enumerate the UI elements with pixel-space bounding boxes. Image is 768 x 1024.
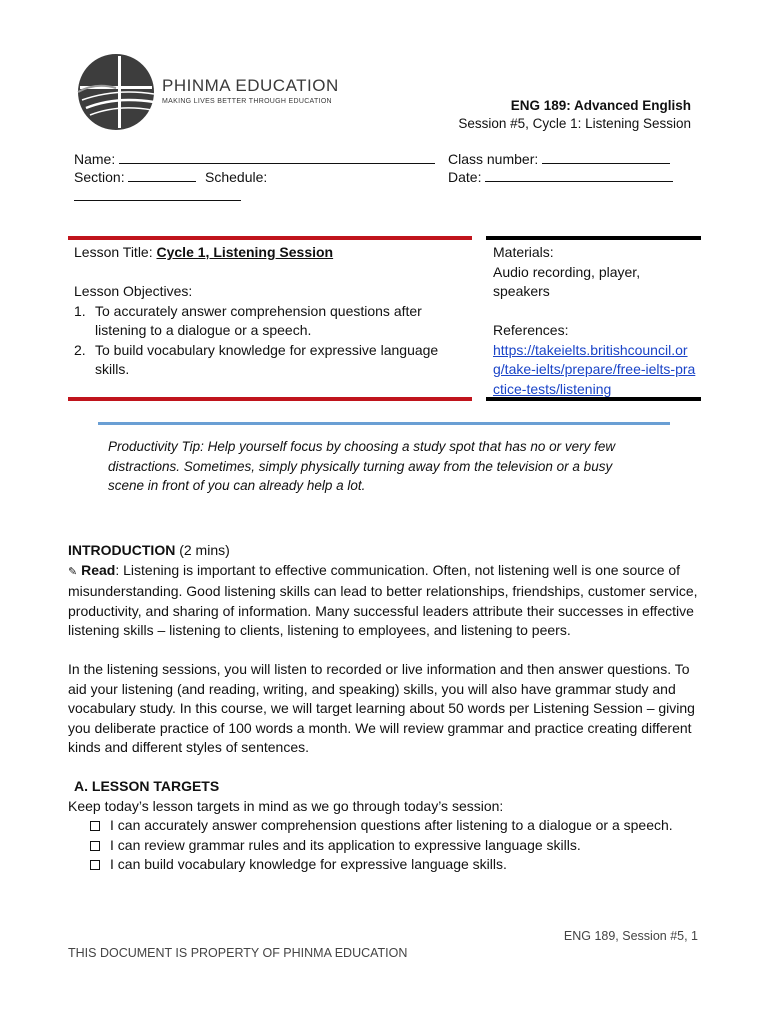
section-label: Section: [74, 169, 125, 185]
name-blank[interactable] [119, 150, 435, 164]
intro-paragraph-2: In the listening sessions, you will listen to recorded or live information and then answer questions. To aid your listening (and reading, writing, and speaking) skills, you will also have grammar study and vocabulary study. In this course, we will target learning about 50 words per Listening Session – giving you deliberate practice of 100 words a month. We will review grammar and practice creating different kinds and different styles of sentences. [68, 661, 695, 755]
lesson-title-label: Lesson Title: [74, 244, 153, 260]
target-item[interactable]: I can review grammar rules and its application to expressive language skills. [90, 836, 704, 856]
class-number-field[interactable] [448, 150, 670, 168]
references-label: References: [493, 322, 569, 338]
materials-label: Materials: [493, 244, 554, 260]
property-notice: THIS DOCUMENT IS PROPERTY OF PHINMA EDUCATION [68, 946, 408, 960]
materials-top-rule [486, 236, 701, 240]
read-label: Read [81, 561, 116, 578]
course-info [458, 97, 691, 133]
schedule-label: Schedule: [205, 169, 268, 185]
objective-item: 2. To build vocabulary knowledge for expressive language skills. [74, 341, 439, 377]
class-number-label: Class number: [448, 151, 539, 167]
schedule-field[interactable] [205, 168, 267, 186]
date-label: Date: [448, 169, 482, 185]
brand-block [162, 76, 339, 107]
date-blank[interactable] [485, 168, 673, 182]
lesson-title-row [74, 243, 466, 263]
target-item[interactable]: I can accurately answer comprehension questions after listening to a dialogue or a speech. [90, 816, 704, 836]
reference-link[interactable]: https://takeielts.britishcouncil.org/take-ielts/prepare/free-ielts-practice-tests/listening [493, 341, 696, 397]
tip-rule [98, 422, 670, 425]
name-label: Name: [74, 151, 116, 167]
schedule-blank-row[interactable] [74, 187, 241, 205]
schedule-blank[interactable] [74, 187, 241, 201]
lesson-objectives-label: Lesson Objectives: [74, 283, 193, 299]
introduction-heading: INTRODUCTION [68, 542, 176, 558]
name-field[interactable] [74, 150, 435, 168]
objective-item: 1. To accurately answer comprehension questions after listening to a dialogue or a speech. [74, 302, 422, 338]
checkbox-icon[interactable] [90, 841, 100, 851]
introduction-duration: (2 mins) [179, 542, 230, 558]
brand-tagline: MAKING LIVES BETTER THROUGH EDUCATION [162, 98, 332, 105]
lesson-targets-intro: Keep today’s lesson targets in mind as we go through today’s session: [68, 797, 504, 814]
read-pencil-icon: ✎ [68, 565, 78, 578]
page-label: ENG 189, Session #5, 1 [563, 929, 698, 943]
intro-paragraph-1: ✎ Read: Listening is important to effective communication. Often, not listening well is one source of misunderstanding. Good listening skills can lead to better relationships, friendships, customer service, productivity, and sharing of information. Many successful leaders attribute their successes in effective listening skills – listening to clients, listening to employees, and listening to peers. [68, 561, 698, 638]
materials-text: Audio recording, player, speakers [493, 263, 641, 299]
lesson-bottom-rule [68, 397, 472, 401]
target-item[interactable]: I can build vocabulary knowledge for expressive language skills. [90, 855, 704, 875]
lesson-title-value: Cycle 1, Listening Session [156, 244, 334, 260]
lesson-targets-list [90, 816, 704, 875]
course-session: Session #5, Cycle 1: Listening Session [458, 116, 691, 131]
checkbox-icon[interactable] [90, 821, 100, 831]
checkbox-icon[interactable] [90, 860, 100, 870]
lesson-targets-heading: A. LESSON TARGETS [74, 778, 220, 794]
productivity-tip: Productivity Tip: Help yourself focus by choosing a study spot that has no or very few distractions. Sometimes, simply physically turning away from the television or a busy scene in front of you can already help a lot. [108, 439, 616, 493]
phinma-logo [76, 52, 156, 132]
introduction-section [68, 541, 704, 875]
course-title: ENG 189: Advanced English [510, 98, 691, 113]
date-field[interactable] [448, 168, 673, 186]
section-field[interactable] [74, 168, 196, 186]
objectives-list [74, 302, 466, 380]
class-number-blank[interactable] [542, 150, 670, 164]
lesson-top-rule [68, 236, 472, 240]
materials-box [493, 243, 698, 399]
section-blank[interactable] [128, 168, 196, 182]
lesson-box [74, 243, 466, 380]
brand-name: PHINMA EDUCATION [162, 76, 339, 95]
